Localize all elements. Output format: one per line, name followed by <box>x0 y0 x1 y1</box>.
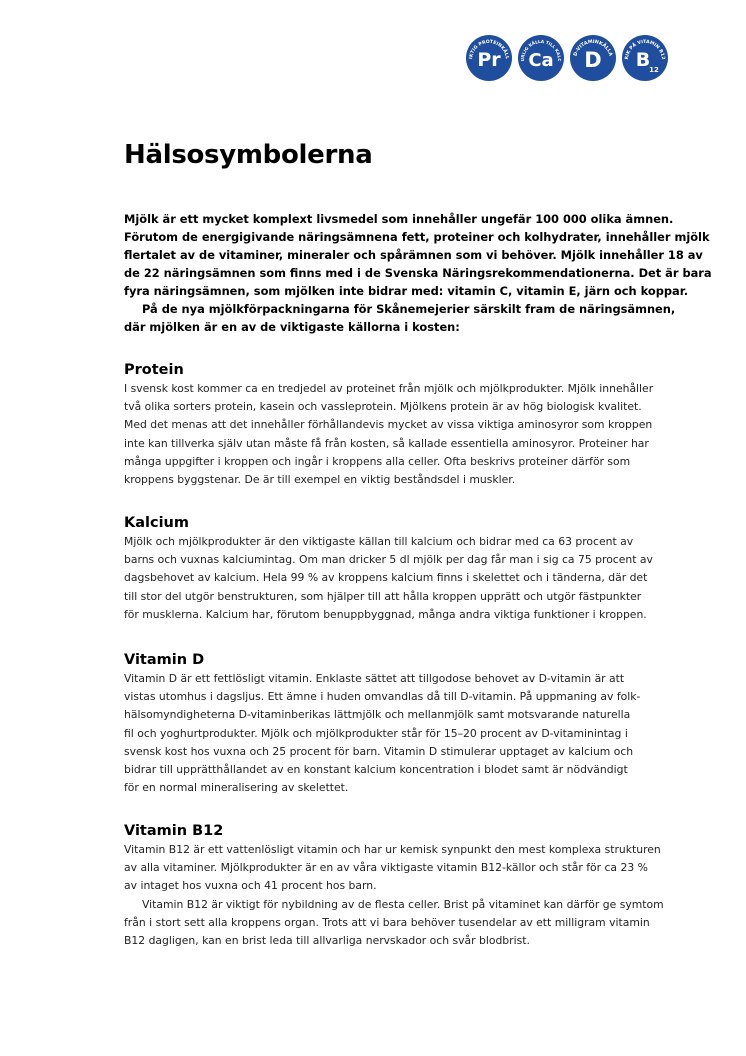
section-heading: Vitamin B12 <box>124 823 224 839</box>
section-heading: Vitamin D <box>124 652 205 668</box>
intro-line: de 22 näringsämnen som finns med i de Svenska Näringsrekommendationerna. Det är bara <box>124 266 712 280</box>
section-vitamin-d <box>124 650 664 797</box>
body-line: Vitamin B12 är ett vattenlösligt vitamin och har ur kemisk synpunkt den mest komplexa strukturen <box>124 843 661 856</box>
vitamin-b12-badge-symbol: B <box>635 49 651 71</box>
body-line: vistas utomhus i dagsljus. Ett ämne i huden omvandlas då till D-vitamin. På uppmaning av folk- <box>124 690 641 704</box>
page-title: Hälsosymbolerna <box>124 140 373 170</box>
body-line: I svensk kost kommer ca en tredjedel av proteinet från mjölk och mjölkprodukter. Mjölk innehåller <box>124 382 654 395</box>
intro-line: fyra näringsämnen, som mjölken inte bidrar med: vitamin C, vitamin E, järn och koppar. <box>124 284 689 298</box>
section-body <box>124 670 664 797</box>
section-kalcium <box>124 513 664 624</box>
section-body <box>124 380 664 489</box>
body-line: av alla vitaminer. Mjölkprodukter är en av våra viktigaste vitamin B12-källor och står för ca 23 % <box>124 861 648 875</box>
section-protein <box>124 360 664 489</box>
section-body <box>124 841 664 950</box>
body-line: B12 dagligen, kan en brist leda till allvarliga nervskador och svår blodbrist. <box>124 934 530 948</box>
body-line: av intaget hos vuxna och 41 procent hos barn. <box>124 879 377 893</box>
body-line: för musklerna. Kalcium har, förutom benuppbyggnad, många andra viktiga funktioner i kroppen. <box>124 607 647 621</box>
body-line: många uppgifter i kroppen och ingår i kroppens alla celler. Ofta beskrivs proteiner därför som <box>124 454 631 468</box>
body-line: fil och yoghurtprodukter. Mjölk och mjölkprodukter står för 15–20 procent av D-vitaminintag i <box>124 726 628 740</box>
section-heading: Kalcium <box>124 515 189 531</box>
body-line: Med det menas att det innehåller förhållandevis mycket av vissa viktiga aminosyror som kroppen <box>124 418 653 432</box>
intro-line: där mjölken är en av de viktigaste källorna i kosten: <box>124 320 460 334</box>
intro-line: Mjölk är ett mycket komplext livsmedel som innehåller ungefär 100 000 olika ämnen. <box>124 212 674 226</box>
body-line: kroppens byggstenar. De är till exempel en viktig beståndsdel i muskler. <box>124 473 516 487</box>
body-line: för en normal mineralisering av skelettet. <box>124 781 349 795</box>
calcium-badge-symbol: Ca <box>528 50 554 71</box>
vitamin-b12-badge-subscript: 12 <box>649 66 659 74</box>
body-line: svensk kost hos vuxna och 25 procent för barn. Vitamin D stimulerar upptaget av kalcium och <box>124 744 634 758</box>
body-line: två olika sorters protein, kasein och vassleprotein. Mjölkens protein är av hög biologisk kvalitet. <box>124 400 642 414</box>
section-heading: Protein <box>124 362 184 378</box>
vitamin-d-badge-ring-text: D-VITAMINKÄLLA <box>573 39 613 57</box>
section-vitamin-b12 <box>124 821 664 950</box>
health-symbols <box>465 34 665 94</box>
body-line: dagsbehovet av kalcium. Hela 99 % av kroppens kalcium finns i skelettet och i tänderna, där det <box>124 571 648 585</box>
vitamin-d-badge-icon <box>569 34 617 82</box>
body-line: bidrar till upprätthållandet av en konstant kalcium koncentration i blodet samt är nödvändigt <box>124 763 628 777</box>
calcium-badge-icon <box>517 34 565 82</box>
body-line: barns och vuxnas kalciumintag. Om man dricker 5 dl mjölk per dag får man i sig ca 75 procent av <box>124 553 653 567</box>
body-line: Vitamin D är ett fettlösligt vitamin. Enklaste sättet att tillgodose behovet av D-vitamin är att <box>124 672 625 685</box>
calcium-badge-ring-text: URLIG KÄLLA TILL KALC <box>519 38 563 62</box>
vitamin-b12-badge-ring-text: RIK PÅ VITAMIN B12 <box>624 39 666 60</box>
body-line: från i stort sett alla kroppens organ. Trots att vi bara behöver tusendelar av ett milligram vitamin <box>124 915 650 929</box>
body-line: Mjölk och mjölkprodukter är den viktigaste källan till kalcium och bidrar med ca 63 procent av <box>124 535 634 548</box>
protein-badge-icon <box>465 34 513 82</box>
vitamin-d-badge-symbol: D <box>584 48 602 72</box>
body-line: inte kan tillverka själv utan måste få från kosten, så kallade essentiella aminosyror. Proteiner har <box>124 436 649 450</box>
intro-paragraph <box>124 210 712 336</box>
protein-badge-symbol: Pr <box>477 49 501 71</box>
body-line: Vitamin B12 är viktigt för nybildning av de flesta celler. Brist på vitaminet kan därför ge symtom <box>142 897 664 911</box>
intro-line: flertalet av de vitaminer, mineraler och spårämnen som vi behöver. Mjölk innehåller 18 av <box>124 248 703 262</box>
body-line: till stor del utgör benstrukturen, som hjälper till att hålla kroppen upprätt och utgör fästpunkter <box>124 589 642 603</box>
body-line: hälsomyndigheterna D-vitaminberikas lättmjölk och mellanmjölk samt motsvarande naturella <box>124 708 631 722</box>
section-body <box>124 533 664 624</box>
vitamin-b12-badge-icon <box>621 34 669 82</box>
intro-line: Förutom de energigivande näringsämnena fett, proteiner och kolhydrater, innehåller mjölk <box>124 230 710 244</box>
intro-line: På de nya mjölkförpackningarna för Skånemejerier särskilt fram de näringsämnen, <box>142 302 676 316</box>
protein-badge-ring-text: IKTIG PROTEINKÄLL <box>469 39 510 60</box>
